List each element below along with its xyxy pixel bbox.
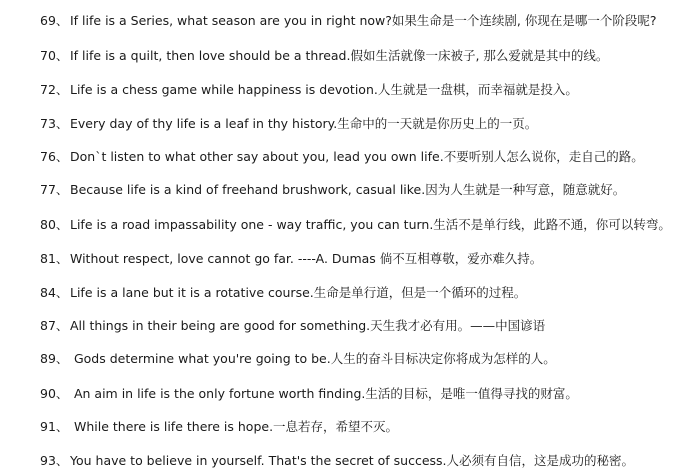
quote-number: 84、 (40, 285, 69, 300)
quote-text: Every day of thy life is a leaf in thy history.生命中的一天就是你历史上的一页。 (70, 116, 538, 131)
quote-number: 90、 (40, 386, 69, 401)
quote-number: 70、 (40, 48, 69, 63)
quote-text: Gods determine what you're going to be.人生的奋斗目标决定你将成为怎样的人。 (70, 351, 556, 366)
quote-text: While there is life there is hope.一息若存，希望不灭。 (70, 419, 399, 434)
quote-number: 80、 (40, 217, 69, 232)
quote-text: Life is a chess game while happiness is devotion.人生就是一盘棋，而幸福就是投入。 (70, 82, 578, 97)
quote-line (40, 146, 690, 168)
quote-number: 91、 (40, 419, 69, 434)
quote-number: 93、 (40, 453, 69, 468)
quote-number: 89、 (40, 351, 69, 366)
quote-text: Life is a road impassability one - way traffic, you can turn.生活不是单行线，此路不通，你可以转弯。 (70, 217, 671, 232)
quote-text: Don`t listen to what other say about you, lead you own life.不要听别人怎么说你，走自己的路。 (70, 149, 644, 164)
quote-line (40, 45, 690, 67)
quote-text: If life is a Series, what season are you in right now?如果生命是一个连续剧, 你现在是哪一个阶段呢? (70, 13, 657, 28)
quote-line (40, 79, 690, 101)
quote-number: 81、 (40, 251, 69, 266)
quote-line (40, 416, 690, 438)
quote-number: 87、 (40, 318, 69, 333)
quote-text: All things in their being are good for something.天生我才必有用。——中国谚语 (70, 318, 546, 333)
quote-line (40, 282, 690, 304)
quote-text: An aim in life is the only fortune worth finding.生活的目标，是唯一值得寻找的财富。 (70, 386, 578, 401)
quote-line (40, 214, 690, 236)
quote-line (40, 179, 690, 201)
quote-line (40, 10, 690, 32)
quote-number: 72、 (40, 82, 69, 97)
quote-number: 69、 (40, 13, 69, 28)
quote-text: You have to believe in yourself. That's the secret of success.人必须有自信，这是成功的秘密。 (70, 453, 635, 468)
quote-text: Because life is a kind of freehand brushwork, casual like.因为人生就是一种写意，随意就好。 (70, 182, 626, 197)
quote-line (40, 348, 690, 370)
quote-number: 77、 (40, 182, 69, 197)
quote-line (40, 315, 690, 337)
quote-number: 73、 (40, 116, 69, 131)
quote-line (40, 383, 690, 405)
quote-line (40, 113, 690, 135)
quote-number: 76、 (40, 149, 69, 164)
quote-text: Life is a lane but it is a rotative course.生命是单行道，但是一个循环的过程。 (70, 285, 527, 300)
quote-line (40, 248, 690, 270)
quote-text: Without respect, love cannot go far. ----A. Dumas 倘不互相尊敬，爱亦难久持。 (70, 251, 543, 266)
quote-line (40, 450, 690, 472)
quote-text: If life is a quilt, then love should be a thread.假如生活就像一床被子, 那么爱就是其中的线。 (70, 48, 609, 63)
